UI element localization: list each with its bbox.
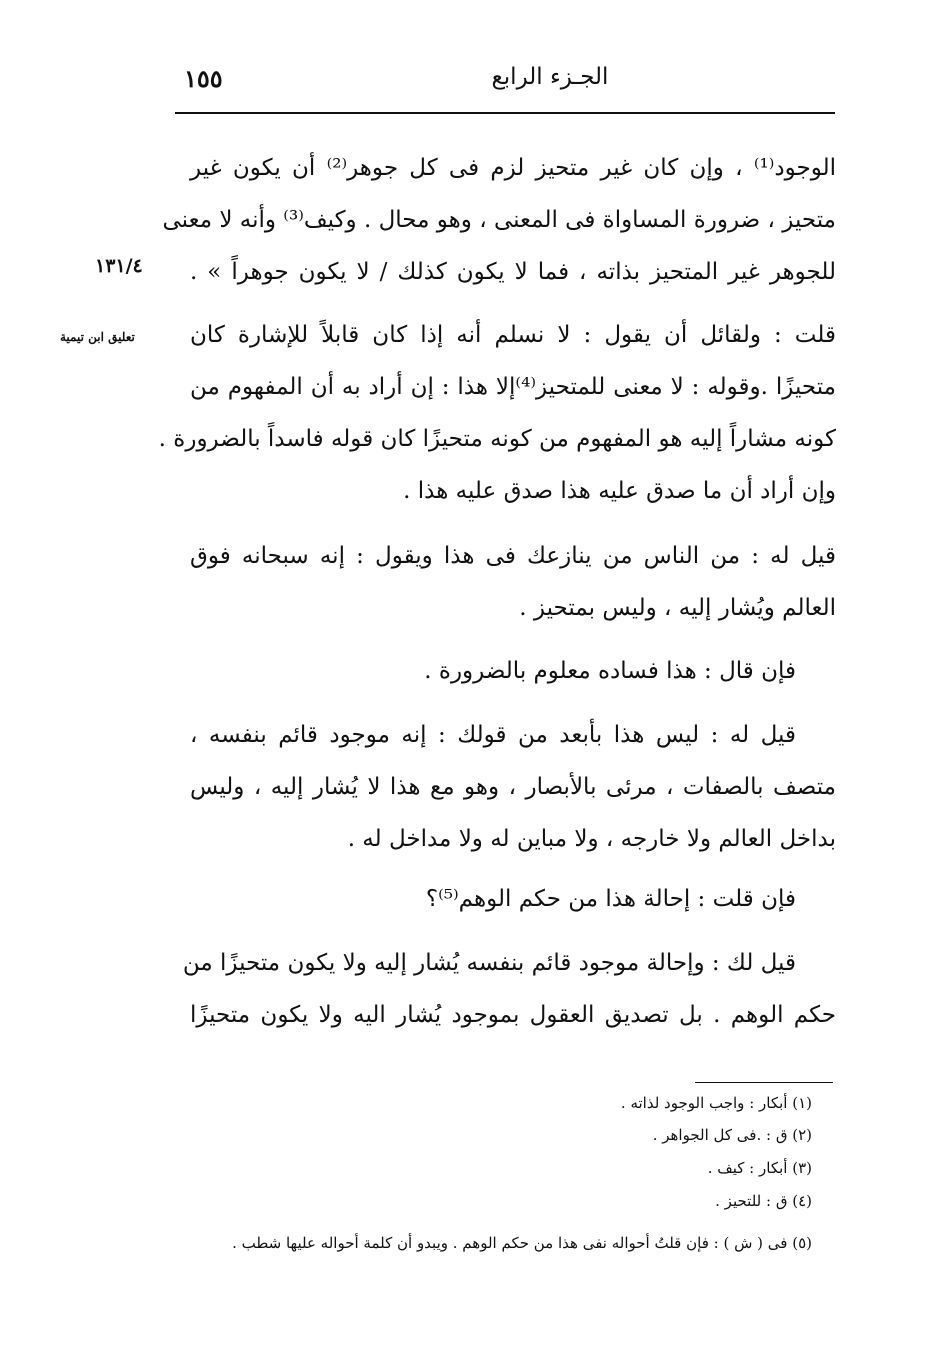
text-line: متصف بالصفات ، مرئى بالأبصار ، وهو مع هذا لا يُشار إليه ، وليس	[190, 774, 836, 800]
text-line: وإن أراد أن ما صدق عليه هذا صدق عليه هذا .	[403, 478, 836, 504]
text-line: قيل له : ليس هذا بأبعد من قولك : إنه موجود قائم بنفسه ،	[190, 722, 796, 748]
footnote: (٢) ق : .فى كل الجواهر .	[652, 1126, 812, 1144]
text-line: قلت : ولقائل أن يقول : لا نسلم أنه إذا كان قابلاً للإشارة كان	[190, 322, 836, 348]
text-line: قيل لك : وإحالة موجود قائم بنفسه يُشار إليه ولا يكون متحيزًا من	[182, 950, 796, 976]
footnote-rule	[695, 1082, 833, 1083]
footnote: (٤) ق : للتحيز .	[715, 1192, 812, 1210]
header-rule	[175, 112, 835, 114]
footnote: (٥) فى ( ش ) : فإن قلتُ أحواله نفى هذا من حكم الوهم . ويبدو أن كلمة أحواله عليها شطب .	[232, 1234, 812, 1252]
text-line: للجوهر غير المتحيز بذاته ، فما لا يكون كذلك / لا يكون جوهراً » .	[190, 259, 836, 285]
text-line: فإن قلت : إحالة هذا من حكم الوهم⁽⁵⁾؟	[425, 886, 796, 912]
footnote: (١) أبكار : واجب الوجود لذاته .	[620, 1094, 812, 1112]
margin-label: تعليق ابن تيمية	[60, 330, 135, 344]
text-line: متحيزًا .وقوله : لا معنى للمتحيز⁽⁴⁾إلا هذا : إن أراد به أن المفهوم من	[190, 374, 836, 400]
text-line: متحيز ، ضرورة المساواة فى المعنى ، وهو محال . وكيف⁽³⁾ وأنه لا معنى	[162, 207, 836, 233]
text-line: العالم ويُشار إليه ، وليس بمتحيز .	[519, 595, 836, 621]
page-number: ١٥٥	[184, 64, 223, 93]
text-line: فإن قال : هذا فساده معلوم بالضرورة .	[424, 658, 796, 684]
running-header: الجـزء الرابع	[491, 64, 609, 90]
text-line: حكم الوهم . بل تصديق العقول بموجود يُشار اليه ولا يكون متحيزًا	[190, 1002, 836, 1028]
text-line: كونه مشاراً إليه هو المفهوم من كونه متحيزًا كان قوله فاسداً بالضرورة .	[158, 426, 836, 452]
text-line: قيل له : من الناس من ينازعك فى هذا ويقول : إنه سبحانه فوق	[190, 543, 836, 569]
footnote: (٣) أبكار : كيف .	[707, 1159, 812, 1177]
text-line: الوجود⁽¹⁾ ، وإن كان غير متحيز لزم فى كل جوهر⁽²⁾ أن يكون غير	[190, 155, 837, 181]
margin-volume-reference: ١٣١/٤	[95, 255, 143, 277]
text-line: بداخل العالم ولا خارجه ، ولا مباين له ولا مداخل له .	[347, 826, 836, 852]
